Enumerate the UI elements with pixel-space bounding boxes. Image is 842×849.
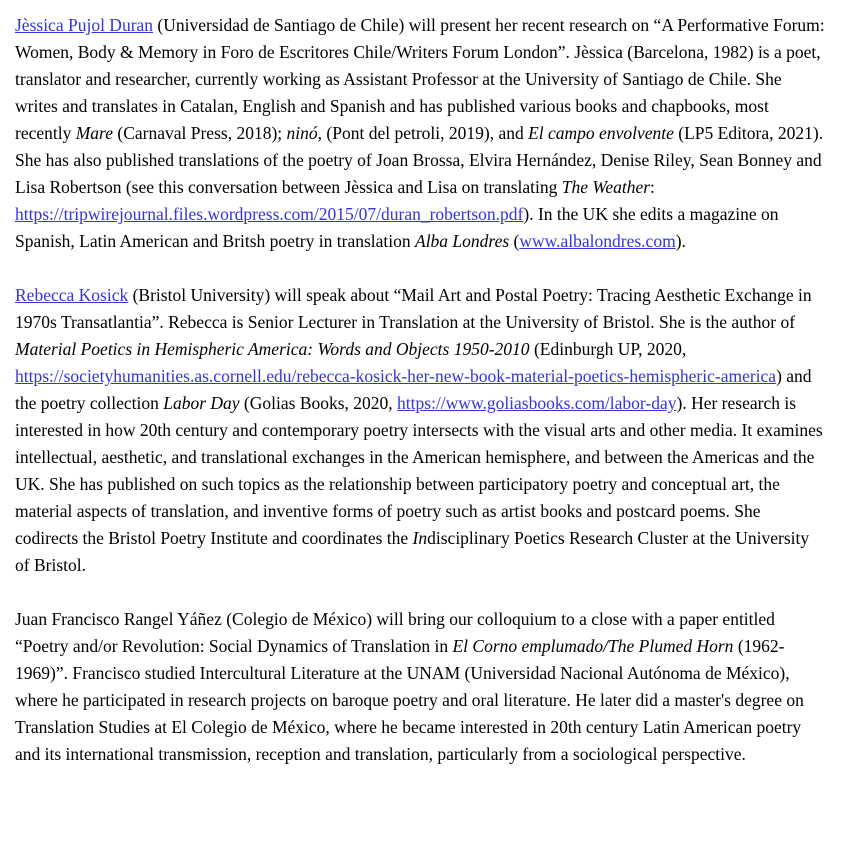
italic-text-run: ninó, <box>286 123 323 143</box>
italic-text-run: Labor Day <box>163 393 240 413</box>
text-run: disciplinary Poetics Research Cluster at the University of Bristol. <box>15 528 810 575</box>
paragraph-rebecca-kosick <box>15 282 828 579</box>
link-tripwirejournal-duran-robertson-pdf[interactable]: https://tripwirejournal.files.wordpress.com/2015/07/duran_robertson.pdf <box>15 204 524 224</box>
text-run: Juan Francisco Rangel Yáñez (Colegio de México) will bring our colloquium to a close with a paper entitled “Poetry and/or Revolution: Social Dynamics of Translation in <box>15 609 775 656</box>
text-run: ). In the UK she edits a magazine on Spanish, Latin American and Britsh poetry in translation <box>15 204 779 251</box>
paragraph-jessica-pujol-duran <box>15 12 828 255</box>
italic-text-run: Material Poetics in Hemispheric America: Words and Objects 1950-2010 <box>15 339 530 359</box>
italic-text-run: El campo envolvente <box>528 123 674 143</box>
text-run: ). <box>675 231 686 251</box>
link-cornell-society-humanities[interactable]: https://societyhumanities.as.cornell.edu/rebecca-kosick-her-new-book-material-poetics-hemispheric-america <box>15 366 777 386</box>
text-run: ). Her research is interested in how 20th century and contemporary poetry intersects with the visual arts and other media. It examines intellectual, aesthetic, and translational exchanges in the American hemisphere, and between the Americas and the UK. She has published on such topics as the relationship between participatory poetry and conceptual art, the material aspects of translation, and inventive forms of poetry such as artist books and postcard poems. She codirects the Bristol Poetry Institute and coordinates the <box>15 393 823 548</box>
text-run: (1962-1969)”. Francisco studied Intercultural Literature at the UNAM (Universidad Nacional Autónoma de México), where he participated in research projects on baroque poetry and oral literature. He later did a master's degree on Translation Studies at El Colegio de México, where he became interested in 20th century Latin American poetry and its international transmission, reception and translation, particularly from a sociological perspective. <box>15 636 804 764</box>
text-run: (LP5 Editora, 2021). She has also published translations of the poetry of Joan Brossa, Elvira Hernández, Denise Riley, Sean Bonney and Lisa Robertson (see this conversation between Jèssica and Lisa on translating <box>15 123 824 197</box>
italic-text-run: The Weather <box>561 177 651 197</box>
text-run: (Universidad de Santiago de Chile) will present her recent research on “A Performative Forum: Women, Body & Memory in Foro de Escritores Chile/Writers Forum London”. Jèssica (Barcelona, 1982) is a poet, translator and researcher, currently working as Assistant Professor at the University of Santiago de Chile. She writes and translates in Catalan, English and Spanish and has published various books and chapbooks, most recently <box>15 15 825 143</box>
link-goliasbooks-labor-day[interactable]: https://www.goliasbooks.com/labor-day <box>397 393 677 413</box>
text-run: (Pont del petroli, 2019), and <box>322 123 529 143</box>
text-run: : <box>650 177 655 197</box>
link-rebecca-kosick[interactable]: Rebecca Kosick <box>15 285 129 305</box>
text-run: ) and the poetry collection <box>15 366 812 413</box>
text-run: (Carnaval Press, 2018); <box>113 123 287 143</box>
text-run: (Golias Books, 2020, <box>239 393 398 413</box>
text-run: ( <box>509 231 520 251</box>
italic-text-run: Alba Londres <box>415 231 510 251</box>
text-run: (Edinburgh UP, 2020, <box>529 339 687 359</box>
link-jessica-pujol-duran[interactable]: Jèssica Pujol Duran <box>15 15 154 35</box>
italic-text-run: Mare <box>75 123 113 143</box>
link-albalondres[interactable]: www.albalondres.com <box>519 231 676 251</box>
paragraph-juan-francisco-rangel-yanez <box>15 606 828 768</box>
italic-text-run: In <box>412 528 428 548</box>
text-run: (Bristol University) will speak about “Mail Art and Postal Poetry: Tracing Aesthetic Exchange in 1970s Transatlantia”. Rebecca is Senior Lecturer in Translation at the University of Bristol. She is the author of <box>15 285 812 332</box>
italic-text-run: El Corno emplumado/The Plumed Horn <box>452 636 734 656</box>
